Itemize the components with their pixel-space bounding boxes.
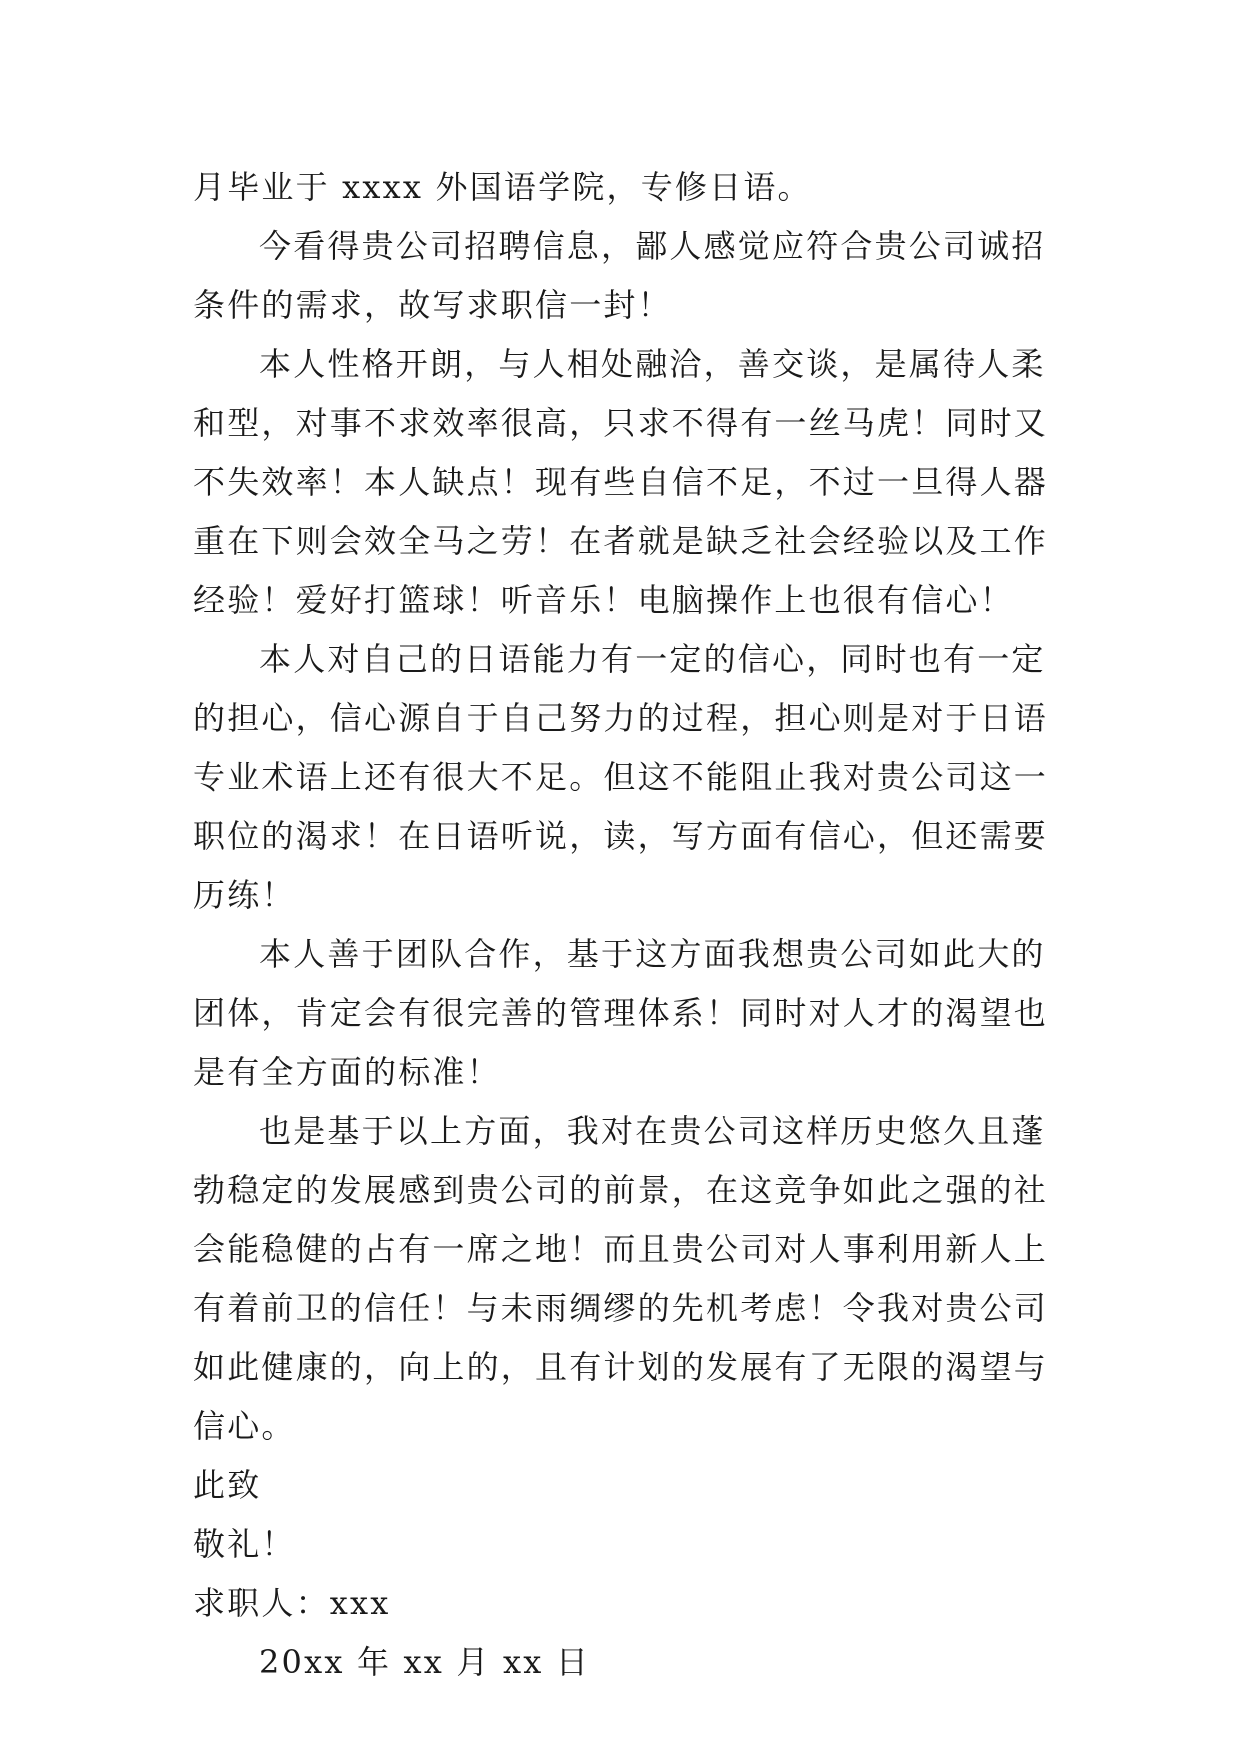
letter-date: 20xx 年 xx 月 xx 日 [259, 1643, 591, 1681]
paragraph-personality: 本人性格开朗，与人相处融洽，善交谈，是属待人柔和型，对事不求效率很高，只求不得有一丝马虎！同时又不失效率！本人缺点！现有些自信不足，不过一旦得人器重在下则会效全马之劳！在者就是缺乏社会经验以及工作经验！爱好打篮球！听音乐！电脑操作上也很有信心！ [193, 345, 1049, 619]
paragraph-graduation: 月毕业于 xxxx 外国语学院，专修日语。 [193, 168, 812, 206]
paragraph-japanese-ability: 本人对自己的日语能力有一定的信心，同时也有一定的担心，信心源自于自己努力的过程，担心则是对于日语专业术语上还有很大不足。但这不能阻止我对贵公司这一职位的渴求！在日语听说，读，写方面有信心，但还需要历练！ [193, 640, 1049, 914]
closing-regards: 敬礼！ [193, 1525, 296, 1563]
signature: 求职人：xxx [193, 1584, 391, 1622]
paragraph-teamwork: 本人善于团队合作，基于这方面我想贵公司如此大的团体，肯定会有很完善的管理体系！同时对人才的渴望也是有全方面的标准！ [193, 935, 1049, 1091]
letter-body [193, 158, 1073, 1692]
paragraph-application-intent: 今看得贵公司招聘信息，鄙人感觉应符合贵公司诚招条件的需求，故写求职信一封！ [193, 227, 1046, 324]
paragraph-company-outlook: 也是基于以上方面，我对在贵公司这样历史悠久且蓬勃稳定的发展感到贵公司的前景，在这竞争如此之强的社会能稳健的占有一席之地！而且贵公司对人事利用新人上有着前卫的信任！与未雨绸缪的先机考虑！令我对贵公司如此健康的，向上的，且有计划的发展有了无限的渴望与信心。 [193, 1112, 1049, 1445]
closing-salutation: 此致 [193, 1466, 262, 1504]
